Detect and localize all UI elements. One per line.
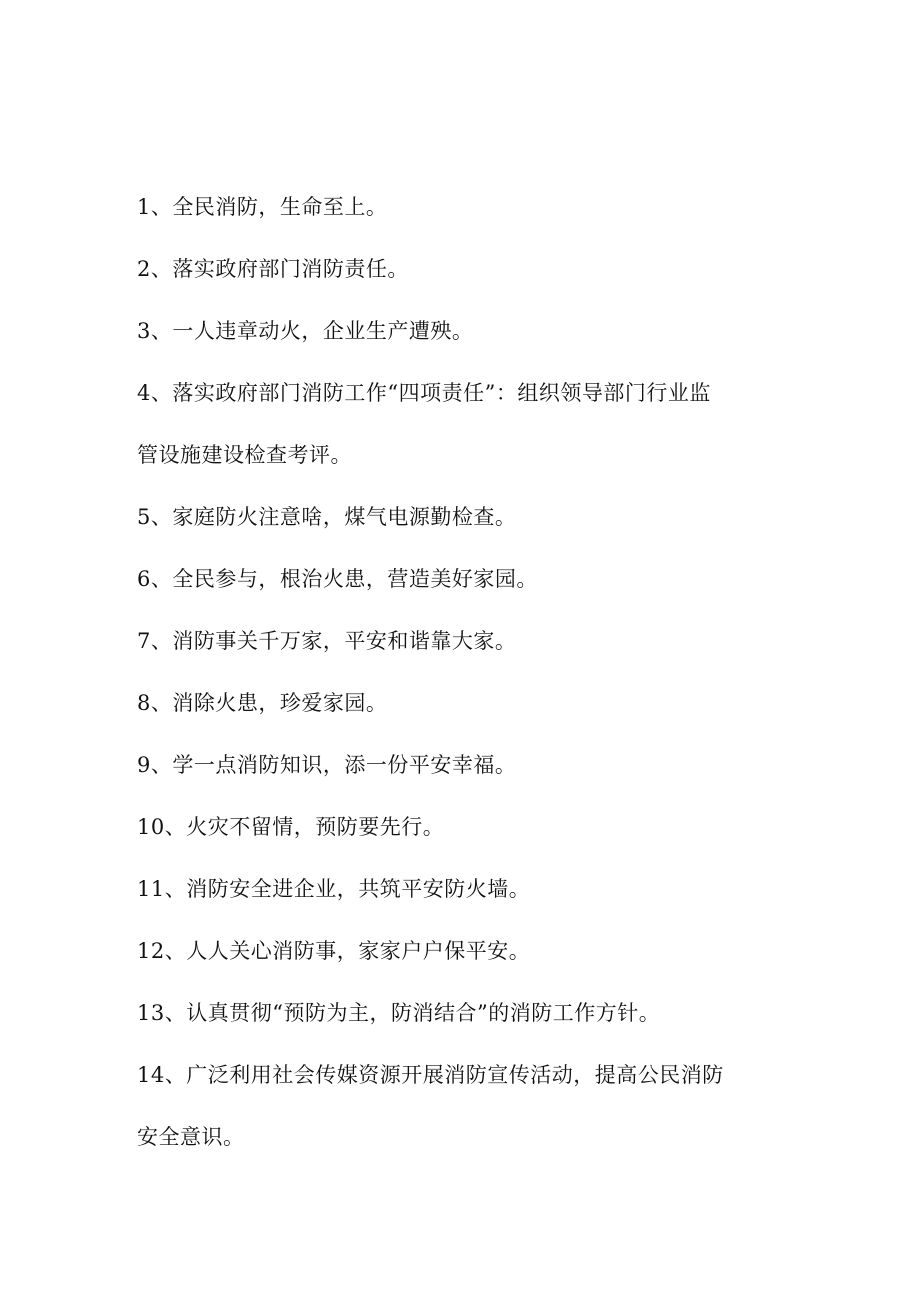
- slogan-line-13: 13、认真贯彻“预防为主，防消结合”的消防工作方针。: [137, 1001, 661, 1025]
- slogan-line-14: 14、广泛利用社会传媒资源开展消防宣传活动，提高公民消防: [137, 1063, 724, 1087]
- slogan-line-7: 7、消防事关千万家，平安和谐靠大家。: [137, 629, 517, 653]
- slogan-line-1: 1、全民消防，生命至上。: [137, 195, 388, 219]
- slogan-line-9: 9、学一点消防知识，添一份平安幸福。: [137, 753, 517, 777]
- slogan-line-8: 8、消除火患，珍爱家园。: [137, 691, 388, 715]
- slogan-line-3: 3、一人违章动火，企业生产遭殃。: [137, 319, 474, 343]
- slogan-line-14-continued: 安全意识。: [137, 1125, 245, 1149]
- slogan-line-2: 2、落实政府部门消防责任。: [137, 257, 409, 281]
- slogan-line-10: 10、火灾不留情，预防要先行。: [137, 815, 445, 839]
- slogan-line-4-continued: 管设施建设检查考评。: [137, 443, 352, 467]
- slogan-line-11: 11、消防安全进企业，共筑平安防火墙。: [137, 877, 531, 901]
- slogan-list: [137, 176, 787, 1168]
- slogan-line-4: 4、落实政府部门消防工作“四项责任”：组织领导部门行业监: [137, 381, 711, 405]
- slogan-line-12: 12、人人关心消防事，家家户户保平安。: [137, 939, 531, 963]
- slogan-line-5: 5、家庭防火注意啥，煤气电源勤检查。: [137, 505, 517, 529]
- slogan-line-6: 6、全民参与，根治火患，营造美好家园。: [137, 567, 538, 591]
